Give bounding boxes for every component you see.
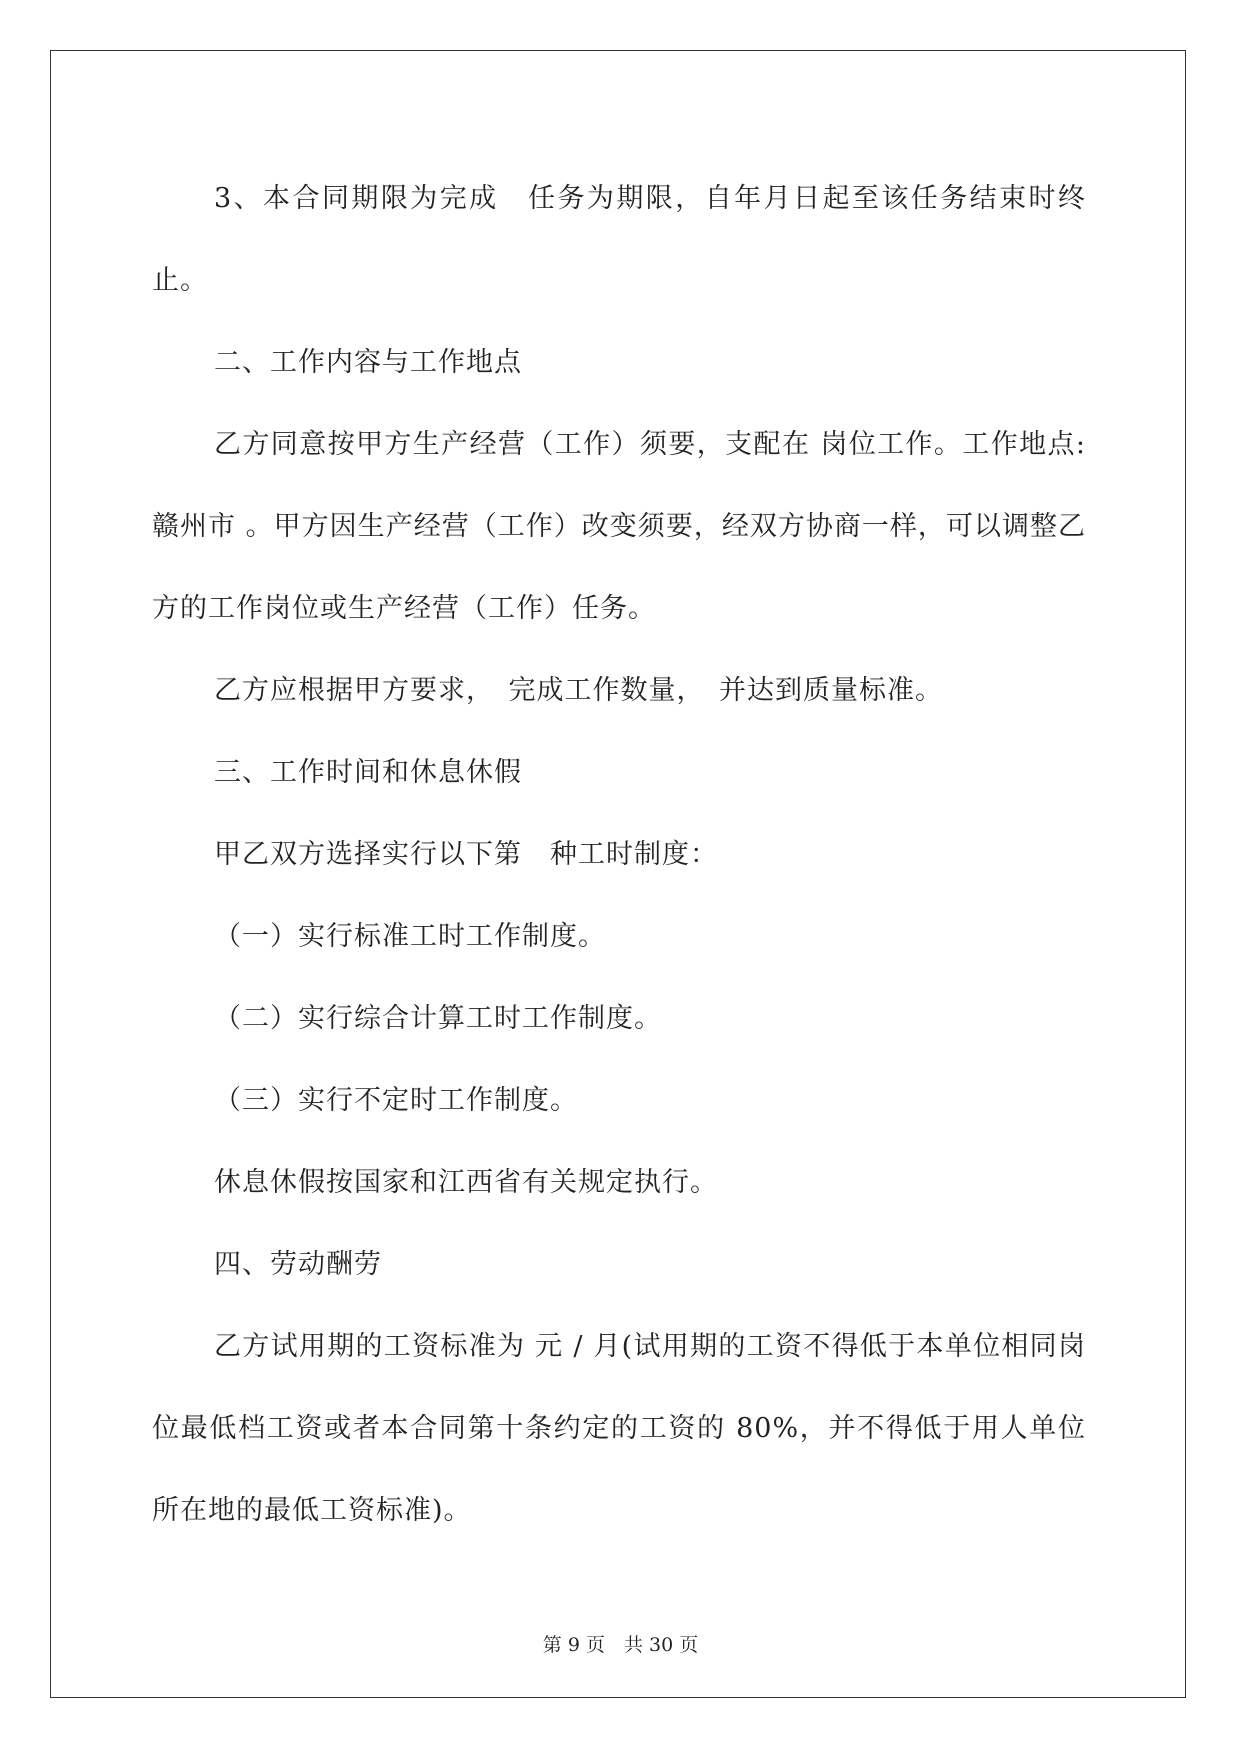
paragraph-work-quality: 乙方应根据甲方要求， 完成工作数量， 并达到质量标准。 <box>214 675 943 706</box>
page-number-label: 第 9 页 共 30 页 <box>542 1634 699 1656</box>
list-item-comprehensive-hours: （二）实行综合计算工时工作制度。 <box>214 1003 662 1034</box>
heading-work-time-rest: 三、工作时间和休息休假 <box>214 757 522 788</box>
paragraph-probation-salary: 乙方试用期的工资标准为 元 / 月(试用期的工资不得低于本单位相同岗位最低档工资或者本合同第十条约定的工资的 80%，并不得低于用人单位所在地的最低工资标准)。 <box>152 1331 1086 1526</box>
paragraph-contract-term: 3、本合同期限为完成 任务为期限，自年月日起至该任务结束时终止。 <box>152 183 1086 296</box>
paragraph-working-hours-choice: 甲乙双方选择实行以下第 种工时制度： <box>214 839 718 870</box>
document-body <box>152 158 1086 1552</box>
paragraph-work-location: 乙方同意按甲方生产经营（工作）须要，支配在 岗位工作。工作地点: 赣州市 。甲方因生产经营（工作）改变须要，经双方协商一样，可以调整乙方的工作岗位或生产经营（工作）任务。 <box>152 429 1086 624</box>
heading-work-content-location: 二、工作内容与工作地点 <box>214 347 522 378</box>
list-item-flexible-hours: （三）实行不定时工作制度。 <box>214 1085 578 1116</box>
paragraph-rest-leave: 休息休假按国家和江西省有关规定执行。 <box>214 1167 718 1198</box>
page-footer <box>0 1630 1241 1657</box>
list-item-standard-hours: （一）实行标准工时工作制度。 <box>214 921 606 952</box>
heading-remuneration: 四、劳动酬劳 <box>214 1249 382 1280</box>
